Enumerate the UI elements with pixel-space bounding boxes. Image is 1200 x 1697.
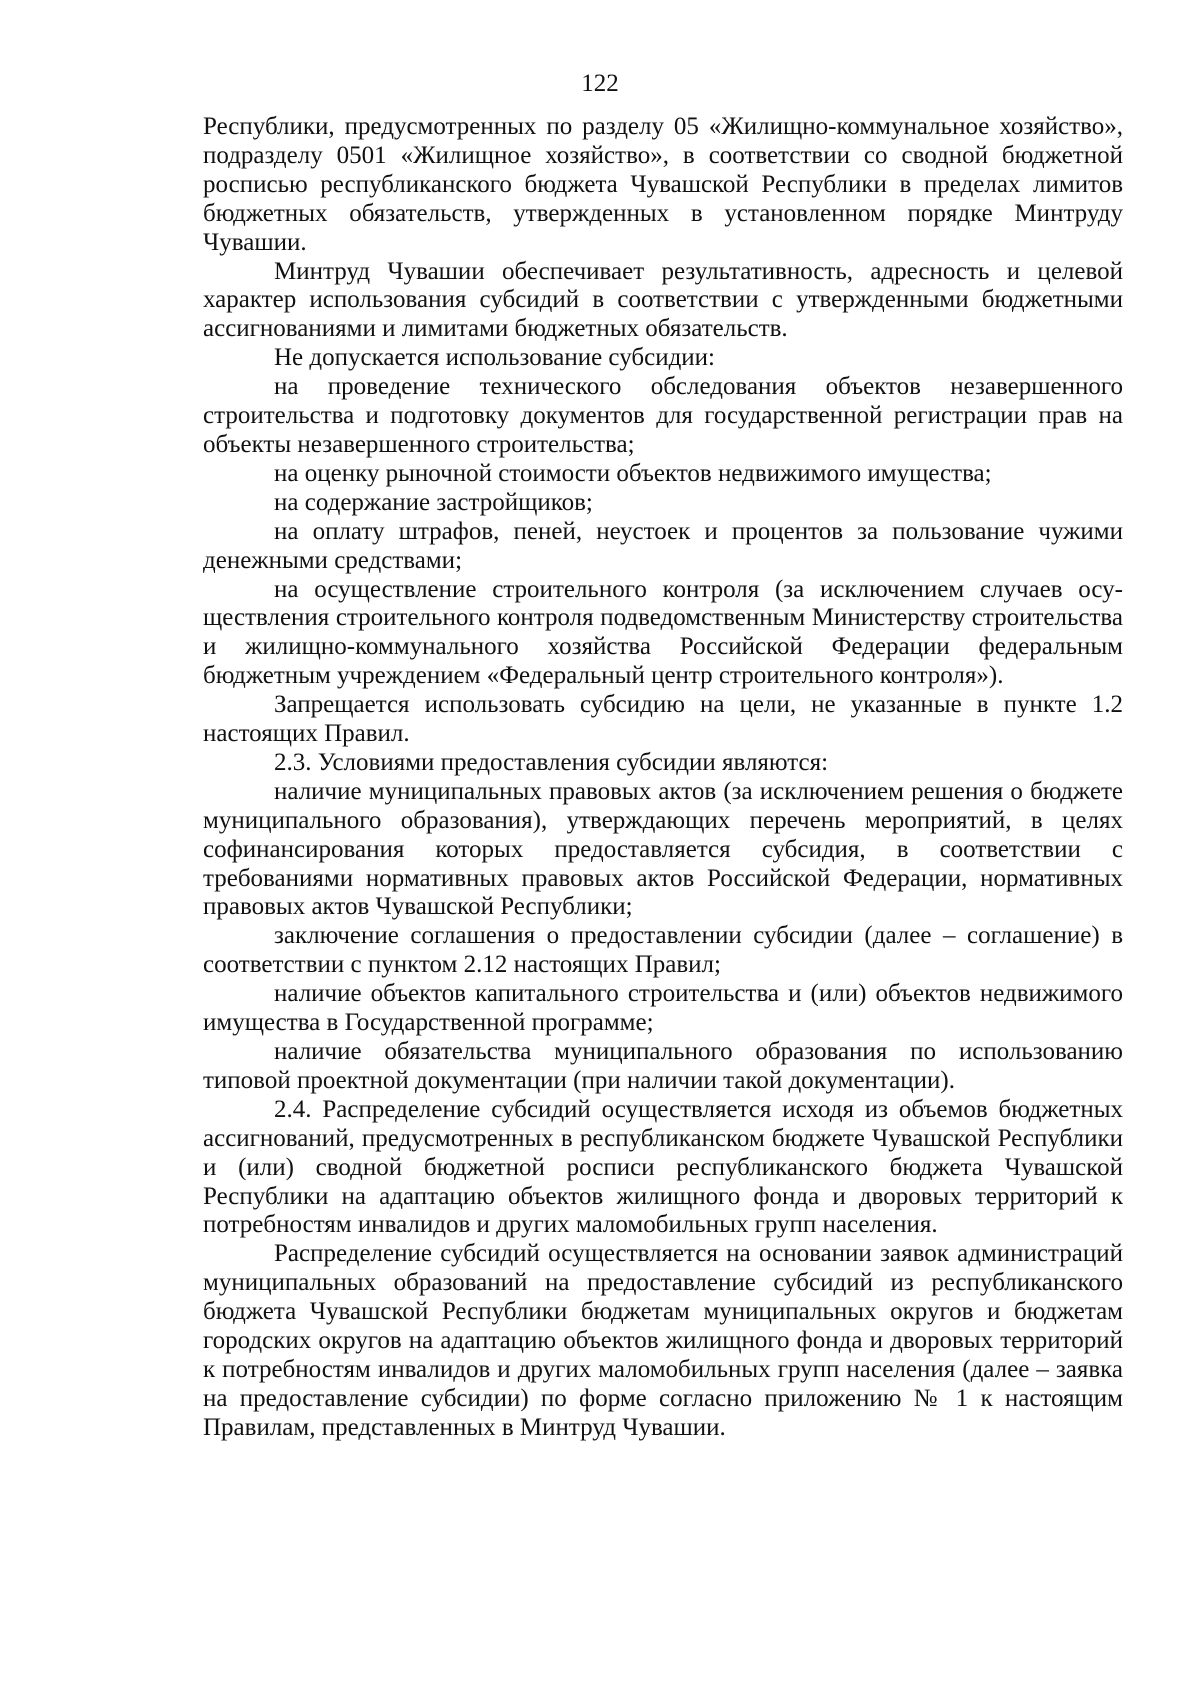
paragraph-7: на оплату штрафов, пеней, неустоек и процентов за пользование чужими денежными средствами; — [203, 517, 1123, 574]
page-number: 122 — [581, 70, 619, 97]
paragraph-4: на проведение технического обследования объектов незавершенного строительства и подготовку документов для государственной регистрации прав на объекты незавершенного строительства; — [203, 373, 1123, 458]
paragraph-15: 2.4. Распределение субсидий осуществляется исходя из объемов бюджетных ассигнований, предусмотренных в республиканском бюджете Чувашской Республики и (или) сводной бюджетной росписи республиканского бюджета Чувашской Республики на адаптацию объектов жилищного фонда и дворовых территорий к потребностям инвалидов и других маломобильных групп населения. — [203, 1095, 1123, 1239]
document-body — [203, 113, 1123, 1443]
paragraph-3: Не допускается использование субсидии: — [274, 344, 715, 372]
paragraph-9: Запрещается использовать субсидию на цели, не указанные в пункте 1.2 настоящих Правил. — [203, 691, 1123, 748]
paragraph-14: наличие обязательства муниципального образования по использованию типовой проектной документации (при наличии такой документации). — [203, 1038, 1123, 1094]
paragraph-1: Республики, предусмотренных по разделу 05 «Жилищно-коммунальное хозяйство», подразделу 0501 «Жилищное хозяйство», в соответствии со сводной бюджетной росписью республиканского бюджета Чувашской Республики в пределах лимитов бюджетных обязательств, утвержденных в установленном порядке Минтруду Чувашии. — [203, 113, 1123, 256]
paragraph-8: на осуществление строительного контроля (за исключением случаев осуществления строительного контроля подведомственным Министерству строительства и жилищно-коммунального хозяйства Российской Федерации федеральным бюджетным учреждением «Федеральный центр строительного контроля»). — [203, 575, 1123, 690]
paragraph-2: Минтруд Чувашии обеспечивает результативность, адресность и целевой характер использования субсидий в соответствии с утвержденными бюджетными ассигнованиями и лимитами бюджетных обязательств. — [203, 257, 1123, 343]
paragraph-10: 2.3. Условиями предоставления субсидии являются: — [274, 748, 829, 776]
paragraph-11: наличие муниципальных правовых актов (за исключением решения о бюджете муниципального образования), утверждающих перечень мероприятий, в целях софинансирования которых предоставляется субсидия, в соответствии с требованиями нормативных правовых актов Российской Федерации, нормативных правовых актов Чувашской Республики; — [203, 777, 1123, 921]
paragraph-12: заключение соглашения о предоставлении субсидии (далее – соглашение) в соответствии с пунктом 2.12 настоящих Правил; — [203, 922, 1123, 979]
paragraph-16: Распределение субсидий осуществляется на основании заявок администраций муниципальных образований на предоставление субсидий из республиканского бюджета Чувашской Республики бюджетам муниципальных округов и бюджетам городских округов на адаптацию объектов жилищного фонда и дворовых территорий к потребностям инвалидов и других маломобильных групп населения (далее – заявка на предоставление субсидии) по форме согласно приложению № 1 к настоящим Правилам, представленных в Минтруд Чувашии. — [203, 1240, 1123, 1441]
paragraph-13: наличие объектов капитального строительства и (или) объектов недвижимого имущества в Государственной программе; — [203, 980, 1123, 1037]
paragraph-6: на содержание застройщиков; — [274, 488, 593, 516]
paragraph-5: на оценку рыночной стоимости объектов недвижимого имущества; — [274, 459, 992, 487]
